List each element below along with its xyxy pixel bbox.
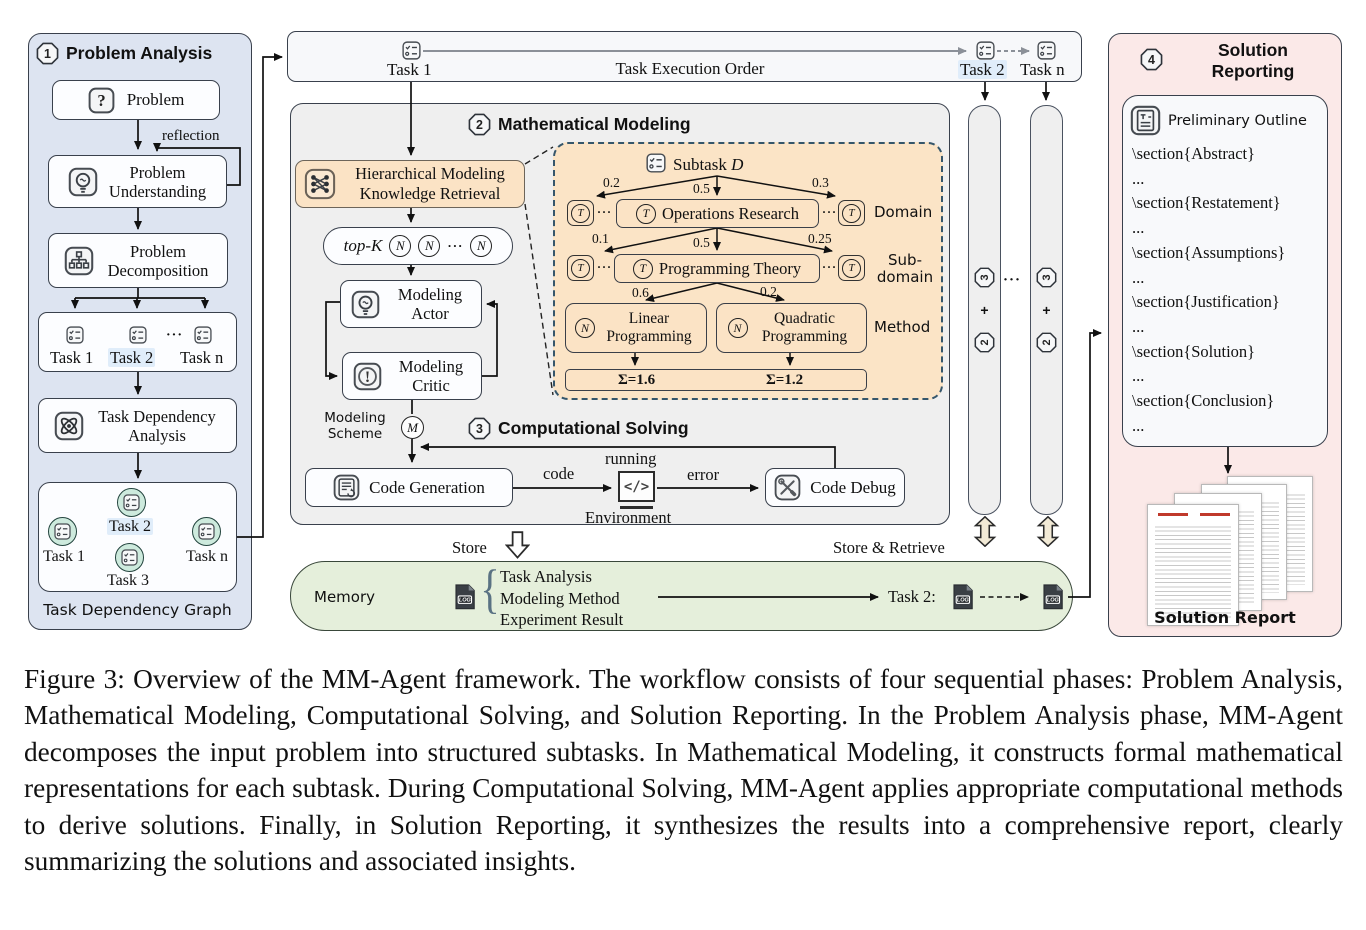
checklist-icon [121,549,138,566]
page-title-accent [1200,513,1230,516]
badge-4-icon [1140,48,1163,71]
outline-line: \section{Conclusion} [1132,391,1275,411]
outline-line: \section{Abstract} [1132,144,1256,163]
log-file-icon [450,582,479,611]
domain-t-node [567,200,594,226]
outline-line: ... [1132,415,1145,435]
phase-column-task2 [968,105,1001,515]
checklist-icon [646,153,666,173]
checklist-icon [1037,41,1056,60]
badge-2-icon [468,113,491,136]
hierarchy-icon [64,246,94,276]
modeling-actor-box [340,280,482,328]
badge-3-icon [468,417,491,440]
scheme-line2: Scheme [327,426,383,442]
reflection-label: reflection [162,128,220,144]
store-retrieve-arrow-icon [973,516,997,547]
checklist-icon [976,41,995,60]
store-arrow-icon [505,531,530,559]
outline-lines [1132,142,1324,438]
graph-node-task2 [117,488,146,517]
n-letter-icon: N [728,318,748,338]
problem-box [52,80,220,120]
store-label: Store [452,538,487,557]
checklist-icon [402,41,421,60]
exclamation-icon [353,362,382,391]
bar-title: Task Execution Order [615,59,765,78]
outline-title: Preliminary Outline [1168,113,1307,129]
network-icon [304,168,336,200]
checklist-icon [129,326,147,344]
tree-ellipsis: ··· [822,260,838,274]
tree-ellipsis: ··· [597,260,613,274]
memory-item: Task Analysis [500,567,592,586]
problem-analysis-header [36,42,212,65]
outline-line: \section{Restatement} [1132,193,1281,213]
log-file-icon [1038,582,1067,611]
candidate-n-icon: N [470,235,492,257]
score-sum-bar [565,369,867,391]
dependency-analysis-label: Task Dependency Analysis [98,406,216,445]
title-line2: Reporting [1211,61,1295,81]
graph-node-taskn [192,517,221,546]
t-letter-icon: T [633,259,653,279]
bar-task1-label: Task 1 [387,60,432,79]
understanding-label: Problem Understanding [108,162,207,201]
method2-label: Quadratic Programming [761,309,848,345]
domain-node-label: Operations Research [662,203,799,223]
sum2-label: Σ=1.2 [766,371,804,388]
critic-label: Modeling Critic [398,357,464,395]
bar-taskn-label: Task n [1020,60,1065,79]
knowledge-retrieval-box [295,160,525,208]
tree-ellipsis: ··· [597,205,613,219]
problem-label: Problem [126,90,185,109]
code-generation-box [305,468,513,507]
section-title: Computational Solving [498,418,689,438]
graph-task3-label: Task 3 [107,572,149,589]
method1-label: Linear Programming [606,309,692,345]
svg-text:2: 2 [979,339,991,346]
environment-icon: </> [618,471,655,502]
weight-0-2b: 0.2 [760,284,777,299]
programming-theory-box [614,254,820,283]
page-title-accent [1158,513,1188,516]
lightbulb-icon [351,290,380,319]
t-letter: T [571,204,590,223]
subdomain-t-node [567,255,594,281]
n-letter-icon: N [575,318,595,338]
subdomain-line2: domain [876,267,934,286]
memory-item: Modeling Method [500,588,620,608]
document-icon [1130,105,1161,136]
level-subdomain-label [872,252,938,285]
modeling-scheme-label [312,410,398,442]
checklist-icon [194,326,212,344]
graph-caption: Task Dependency Graph [43,601,232,619]
task2-label [108,349,155,367]
taskn-label: Task n [180,348,224,367]
t-letter: T [842,259,861,278]
weight-0-2: 0.2 [603,175,620,190]
retrieval-label: Hierarchical Modeling Knowledge Retrieval [355,164,505,203]
quadratic-programming-box [716,303,867,353]
page-text-lines [1155,523,1231,619]
weight-0-25: 0.25 [808,231,832,246]
tasks-ellipsis: ··· [166,328,184,343]
running-label: running [605,449,657,468]
badge-3-icon [1036,267,1057,288]
outline-line: ... [1132,267,1145,287]
figure-caption: Figure 3: Overview of the MM-Agent framework. The workflow consists of four sequential phases: Problem Analysis, Mathematical Modeling, Computational Solving, and Solution Reporting. In the Problem Analysis phase, MM-Agent decomposes the input problem into structured subtasks. In Mathematical Modeling, it constructs formal mathematical representations for each subtask. During Computational Solving, MM-Agent applies appropriate computational methods to derive solutions. Finally, in Solution Reporting, it synthesizes the results into a comprehensive report, clearly summarizing the solutions and associated insights. [24,664,1343,877]
brace-glyph: { [480,559,500,619]
columns-ellipsis: ··· [1003,272,1022,288]
subtask-d-letter: D [731,155,744,174]
domain-t-node [838,200,865,226]
task2-highlight: Task 2 [110,348,154,367]
plus-sign: + [980,302,989,318]
svg-text:2: 2 [1041,339,1053,346]
checklist-icon [54,523,71,540]
svg-text:2: 2 [476,117,483,132]
svg-text:3: 3 [979,274,991,281]
question-icon [88,87,115,114]
scheme-line1: Modeling [324,410,386,426]
svg-text:3: 3 [476,421,483,436]
weight-0-3: 0.3 [812,175,829,190]
scheme-m-icon: M [401,416,424,439]
log-file-icon [948,582,977,611]
operations-research-box [616,199,819,228]
weight-0-6: 0.6 [632,285,649,300]
task2-highlight: Task 2 [960,60,1005,79]
subdomain-t-node [838,255,865,281]
code-file-icon [333,474,360,501]
computational-solving-header [468,417,689,440]
badge-2-icon [974,332,995,353]
tools-icon [774,474,801,501]
code-debug-box [765,468,905,507]
problem-decomposition-box [48,233,228,288]
graph-task2-label [107,518,153,536]
checklist-icon [123,494,140,511]
task2-highlight: Task 2 [109,518,151,535]
level-method-label: Method [874,318,931,336]
codegen-label: Code Generation [369,477,485,497]
weight-0-5: 0.5 [693,235,710,250]
outline-line: \section{Solution} [1132,341,1256,361]
badge-2-icon [1036,332,1057,353]
candidate-n-icon: N [389,235,411,257]
task-dependency-analysis-box [38,398,237,453]
outline-line: \section{Justification} [1132,292,1280,312]
topk-label: top-K [343,236,383,255]
outline-line: ... [1132,218,1145,238]
graph-taskn-label: Task n [186,548,228,565]
svg-text:3: 3 [1041,274,1053,281]
atom-icon [54,411,84,441]
svg-text:4: 4 [1148,52,1155,67]
t-letter: T [571,259,590,278]
topk-box [323,227,513,265]
subdomain-node-label: Programming Theory [658,258,802,278]
phase-column-taskn [1030,105,1063,515]
linear-programming-box [565,303,707,353]
topk-ellipsis: ··· [447,238,464,253]
mathematical-modeling-header [468,113,691,136]
actor-label: Modeling Actor [397,285,463,323]
weight-0-5: 0.5 [693,181,710,196]
task1-label: Task 1 [50,348,94,367]
candidate-n-icon: N [418,235,440,257]
badge-3-icon [974,267,995,288]
title-line1: Solution [1218,40,1288,60]
level-domain-label: Domain [874,203,933,221]
checklist-icon [198,523,215,540]
t-letter-icon: T [636,204,656,224]
t-letter: T [842,204,861,223]
graph-node-task3 [115,543,144,572]
modeling-critic-box [342,352,482,400]
memory-item: Experiment Result [500,610,624,629]
solution-report-caption: Solution Report [1154,608,1296,627]
graph-task1-label: Task 1 [43,548,85,565]
panel-title: Problem Analysis [66,43,213,63]
solution-reporting-title [1178,40,1328,82]
memory-items [500,566,623,631]
solution-reporting-header [1140,48,1163,71]
report-pages-stack [1147,476,1327,608]
decomposition-label: Problem Decomposition [107,241,209,280]
outline-line: ... [1132,366,1145,386]
debug-label: Code Debug [810,477,896,497]
subtask-word: Subtask [673,155,727,174]
outline-line: ... [1132,168,1145,188]
environment-label: Environment [585,508,672,527]
bar-task2-label [958,60,1007,79]
tree-ellipsis: ··· [822,205,838,219]
plus-sign: + [1042,302,1051,318]
weight-0-1: 0.1 [592,231,609,246]
graph-node-task1 [48,517,77,546]
memory-task2-label: Task 2: [888,587,936,606]
subtask-header [673,155,743,174]
outline-line: \section{Assumptions} [1132,242,1286,262]
lightbulb-icon [68,167,98,197]
outline-line: ... [1132,316,1145,336]
code-label: code [543,464,575,483]
error-label: error [687,465,720,484]
store-retrieve-label: Store & Retrieve [833,538,945,557]
problem-understanding-box [48,155,227,208]
badge-1-icon [36,42,59,65]
memory-label: Memory [314,588,376,606]
checklist-icon [66,326,84,344]
subdomain-line1: Sub- [888,251,922,269]
section-title: Mathematical Modeling [498,114,691,134]
store-retrieve-arrow-icon [1036,516,1060,547]
svg-text:1: 1 [44,46,51,61]
sum1-label: Σ=1.6 [618,371,656,388]
